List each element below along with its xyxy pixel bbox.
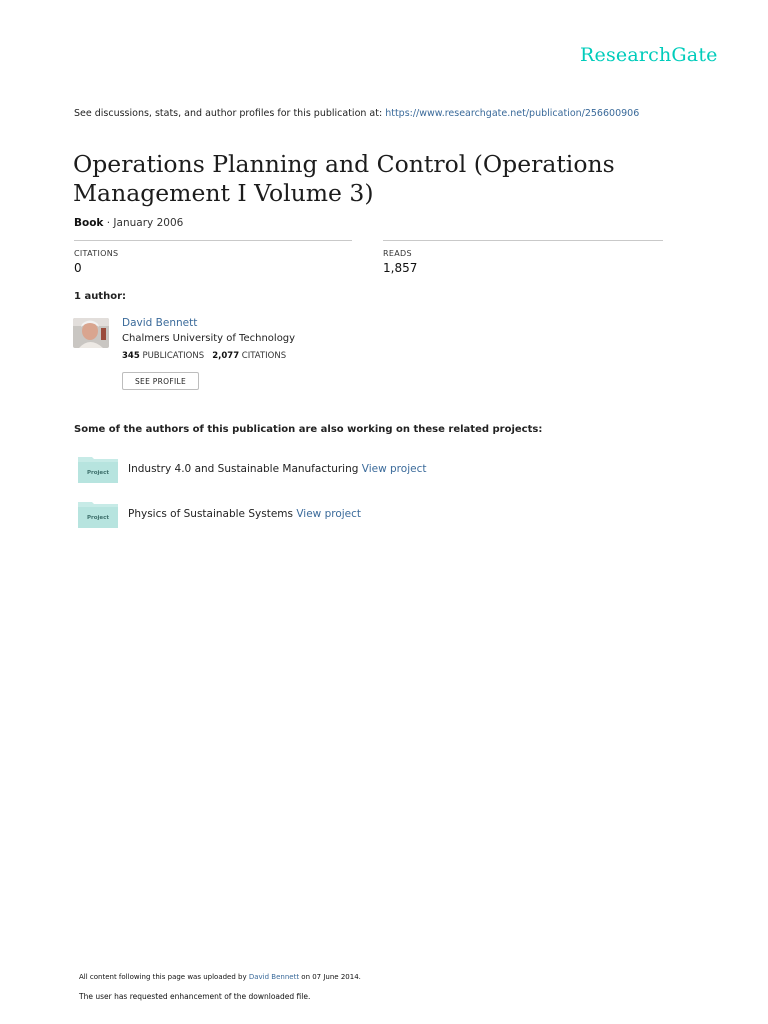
discussion-notice — [74, 108, 639, 119]
project-folder-icon — [78, 500, 118, 528]
author-publications-label: PUBLICATIONS — [139, 351, 205, 361]
reads-value: 1,857 — [383, 261, 418, 275]
avatar[interactable] — [73, 318, 109, 348]
citations-divider — [74, 240, 352, 241]
author-stats — [122, 351, 286, 361]
publication-date: · January 2006 — [103, 217, 184, 229]
reads-label: READS — [383, 249, 412, 258]
researchgate-logo[interactable]: ResearchGate — [580, 44, 718, 66]
related-project-item — [128, 463, 426, 475]
author-institution: Chalmers University of Technology — [122, 333, 296, 344]
author-publications-count: 345 — [122, 351, 140, 361]
view-project-link[interactable]: View project — [296, 508, 362, 520]
publication-type: Book — [74, 217, 104, 229]
related-project-item — [128, 508, 361, 520]
related-projects-heading: Some of the authors of this publication are also working on these related projects: — [74, 424, 543, 435]
authors-heading: 1 author: — [74, 291, 127, 302]
publication-title: Operations Planning and Control (Operations Management I Volume 3) — [73, 149, 615, 207]
project-name: Physics of Sustainable Systems — [128, 508, 297, 520]
citations-label: CITATIONS — [74, 249, 119, 258]
upload-notice — [79, 973, 361, 981]
publication-meta — [74, 217, 183, 229]
publication-url-link[interactable]: https://www.researchgate.net/publication/256600906 — [385, 108, 640, 119]
upload-prefix: All content following this page was uploaded by — [79, 973, 249, 981]
citations-value: 0 — [74, 261, 82, 275]
view-project-link[interactable]: View project — [361, 463, 427, 475]
project-icon-label: Project — [86, 515, 110, 521]
reads-divider — [383, 240, 663, 241]
author-citations-label: CITATIONS — [239, 351, 287, 361]
project-folder-icon — [78, 455, 118, 483]
uploader-link[interactable]: David Bennett — [248, 973, 300, 981]
author-citations-count: 2,077 — [212, 351, 240, 361]
project-icon-label: Project — [86, 470, 110, 476]
upload-suffix: on 07 June 2014. — [299, 973, 361, 981]
see-profile-button[interactable]: SEE PROFILE — [122, 372, 199, 390]
project-name: Industry 4.0 and Sustainable Manufacturing — [128, 463, 362, 475]
author-name-link[interactable]: David Bennett — [122, 317, 198, 329]
discussion-text: See discussions, stats, and author profiles for this publication at: — [74, 108, 386, 119]
enhancement-notice: The user has requested enhancement of the downloaded file. — [79, 992, 311, 1001]
